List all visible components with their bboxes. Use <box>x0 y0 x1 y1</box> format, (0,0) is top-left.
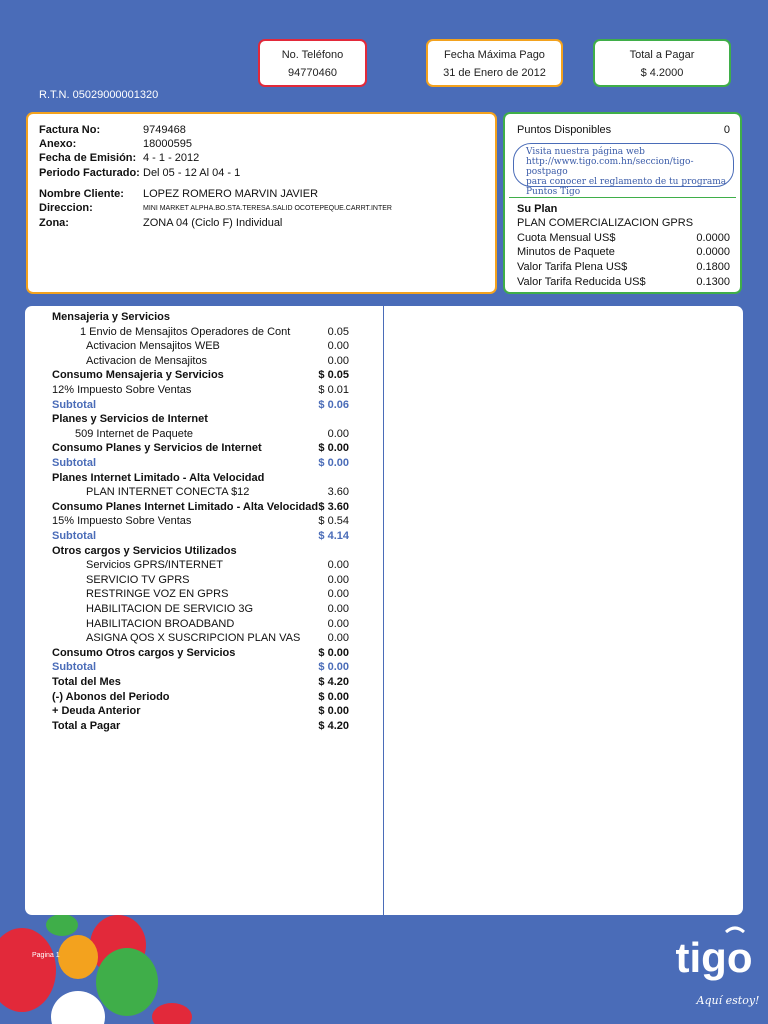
charge-label: Subtotal <box>52 398 96 411</box>
charge-amount: $ 4.20 <box>318 719 349 732</box>
plan-row-value: 0.0000 <box>696 232 730 244</box>
charge-label: Consumo Planes Internet Limitado - Alta Velocidad <box>52 500 319 513</box>
charge-label: (-) Abonos del Periodo <box>52 690 170 703</box>
charge-line <box>25 720 355 734</box>
cliente-value: LOPEZ ROMERO MARVIN JAVIER <box>143 188 319 200</box>
charge-label: 12% Impuesto Sobre Ventas <box>52 384 192 396</box>
charge-amount: $ 0.00 <box>318 457 349 469</box>
green-blob <box>46 915 78 936</box>
charge-label: Activacion de Mensajitos <box>86 354 208 367</box>
charge-label: Total del Mes <box>52 676 121 688</box>
charge-amount: $ 4.14 <box>318 530 349 542</box>
charge-label: 1 Envio de Mensajitos Operadores de Cont <box>80 325 291 338</box>
emision-value: 4 - 1 - 2012 <box>143 152 200 164</box>
green-blob <box>96 948 158 1016</box>
charge-line <box>25 311 355 325</box>
charge-line <box>25 442 355 456</box>
charge-amount: $ 0.00 <box>318 705 349 718</box>
charge-amount: 0.00 <box>327 588 349 601</box>
plan-row-value: 0.1800 <box>696 261 730 273</box>
charge-amount: 0.00 <box>327 559 349 572</box>
charge-line <box>25 574 355 588</box>
charge-amount: $ 0.01 <box>318 384 349 396</box>
charge-label: Servicios GPRS/INTERNET <box>86 559 223 572</box>
charge-line <box>25 603 355 617</box>
orange-blob <box>58 935 98 979</box>
due-date-box <box>426 39 563 87</box>
emision-label: Fecha de Emisión: <box>39 152 137 164</box>
charge-line <box>25 457 355 471</box>
factura-value: 9749468 <box>143 124 186 136</box>
charge-line <box>25 705 355 719</box>
charge-label: Consumo Otros cargos y Servicios <box>52 646 236 659</box>
charge-label: Subtotal <box>52 457 96 469</box>
anexo-label: Anexo: <box>39 138 77 150</box>
charge-line <box>25 340 355 354</box>
phone-label: No. Teléfono <box>281 49 344 61</box>
charge-line <box>25 326 355 340</box>
charge-line <box>25 559 355 573</box>
charge-label: Consumo Planes y Servicios de Internet <box>52 442 262 455</box>
tigo-logo <box>666 922 762 1012</box>
charge-amount: $ 0.05 <box>318 369 349 382</box>
charge-line <box>25 413 355 427</box>
white-blob <box>51 991 105 1024</box>
plan-row-label: Cuota Mensual US$ <box>517 232 616 244</box>
plan-divider <box>509 197 736 198</box>
charge-amount: 0.00 <box>327 427 349 440</box>
charge-label: + Deuda Anterior <box>52 705 141 718</box>
charges-detail-panel <box>25 306 743 915</box>
charge-label: HABILITACION BROADBAND <box>86 617 235 630</box>
charge-label: Planes Internet Limitado - Alta Velocidad <box>52 471 265 484</box>
plan-row-label: Valor Tarifa Plena US$ <box>517 261 628 273</box>
due-date-label: Fecha Máxima Pago <box>444 49 545 61</box>
charge-amount: $ 0.00 <box>318 661 349 674</box>
charge-amount: $ 0.06 <box>318 398 349 411</box>
charge-amount: 0.00 <box>327 354 349 367</box>
charge-amount: 0.00 <box>327 340 349 353</box>
charge-amount: 0.00 <box>327 573 349 586</box>
bubble-line: Puntos Tigo <box>526 187 581 197</box>
charge-label: Subtotal <box>52 530 96 542</box>
logo-arc <box>726 928 744 932</box>
plan-row <box>517 246 730 260</box>
charge-line <box>25 515 355 529</box>
plan-info-box <box>503 112 742 294</box>
bubble-line: para conocer el reglamento de tu programa <box>526 177 727 187</box>
phone-number-box <box>258 39 367 87</box>
charge-amount: 0.00 <box>327 603 349 615</box>
charge-line <box>25 486 355 500</box>
phone-value: 94770460 <box>288 67 337 79</box>
charge-amount: $ 3.60 <box>318 500 349 513</box>
logo-slogan: Aquí estoy! <box>696 994 760 1007</box>
direccion-label: Direccion: <box>39 202 93 214</box>
charge-line <box>25 632 355 646</box>
charge-label: Planes y Servicios de Internet <box>52 413 208 426</box>
plan-row-value: 0.0000 <box>696 246 730 258</box>
charge-line <box>25 384 355 398</box>
charge-line <box>25 530 355 544</box>
direccion-value: MINI MARKET ALPHA.BO.STA.TERESA.SALID OCOTEPEQUE.CARRT.INTER <box>143 205 392 212</box>
charge-line <box>25 691 355 705</box>
points-value: 0 <box>723 124 730 136</box>
plan-name <box>517 217 730 231</box>
red-blob <box>152 1003 192 1024</box>
charge-line <box>25 355 355 369</box>
decorative-blobs <box>0 915 200 1024</box>
charge-line <box>25 588 355 602</box>
factura-label: Factura No: <box>39 124 101 136</box>
charge-line <box>25 676 355 690</box>
bubble-link[interactable]: http://www.tigo.com.hn/seccion/tigo-postpago <box>526 157 694 177</box>
total-due-value: $ 4.2000 <box>640 67 684 79</box>
charge-label: HABILITACION DE SERVICIO 3G <box>86 603 254 615</box>
charge-amount: 0.05 <box>327 325 349 338</box>
charge-amount: $ 0.00 <box>318 646 349 659</box>
charge-label: Total a Pagar <box>52 719 121 732</box>
zona-value: ZONA 04 (Ciclo F) Individual <box>143 217 283 229</box>
charge-line <box>25 428 355 442</box>
charge-label: 15% Impuesto Sobre Ventas <box>52 515 192 528</box>
charge-label: Activacion Mensajitos WEB <box>86 340 220 353</box>
bubble-line: Visita nuestra página web <box>526 147 645 157</box>
plan-row-label: Minutos de Paquete <box>517 246 615 258</box>
charge-label: RESTRINGE VOZ EN GPRS <box>86 588 229 601</box>
charge-line <box>25 545 355 559</box>
plan-row <box>517 232 730 246</box>
plan-row-value: 0.1300 <box>696 276 730 288</box>
total-due-box <box>593 39 731 87</box>
rtn-number: R.T.N. 05029000001320 <box>39 89 159 101</box>
plan-row <box>517 261 730 275</box>
due-date-value: 31 de Enero de 2012 <box>443 67 546 79</box>
points-label: Puntos Disponibles <box>517 124 612 136</box>
red-blob <box>0 928 56 1012</box>
page-number: Pagina 1 <box>32 952 60 959</box>
charge-line <box>25 661 355 675</box>
charge-amount: $ 0.00 <box>318 442 349 455</box>
charge-label: Consumo Mensajeria y Servicios <box>52 369 224 382</box>
charge-line <box>25 369 355 383</box>
charge-amount: $ 4.20 <box>318 676 349 688</box>
charge-label: SERVICIO TV GPRS <box>86 573 190 586</box>
anexo-value: 18000595 <box>143 138 192 150</box>
cliente-label: Nombre Cliente: <box>39 188 124 200</box>
total-due-label: Total a Pagar <box>629 49 695 61</box>
charge-line <box>25 399 355 413</box>
charge-line <box>25 472 355 486</box>
plan-row <box>517 276 730 290</box>
charge-amount: 3.60 <box>327 486 349 499</box>
plan-title <box>517 203 730 217</box>
zona-label: Zona: <box>39 217 69 229</box>
charge-amount: $ 0.54 <box>318 515 349 528</box>
charge-label: Otros cargos y Servicios Utilizados <box>52 544 237 557</box>
charge-line <box>25 501 355 515</box>
periodo-label: Periodo Facturado: <box>39 167 140 179</box>
charge-label: PLAN INTERNET CONECTA $12 <box>86 486 250 499</box>
charge-amount: 0.00 <box>327 617 349 630</box>
plan-row-label: Valor Tarifa Reducida US$ <box>517 276 646 288</box>
logo-wordmark: tigo <box>675 934 753 981</box>
points-row <box>517 124 730 138</box>
charge-label: 509 Internet de Paquete <box>75 427 194 440</box>
plan-title-text: Su Plan <box>517 203 558 215</box>
charge-label: Subtotal <box>52 661 96 674</box>
column-divider <box>383 306 384 915</box>
charge-label: ASIGNA QOS X SUSCRIPCION PLAN VAS <box>86 632 301 645</box>
charge-line <box>25 618 355 632</box>
charge-amount: $ 0.00 <box>318 690 349 703</box>
charge-amount: 0.00 <box>327 632 349 645</box>
invoice-info-box <box>26 112 497 294</box>
points-website-bubble <box>513 143 734 197</box>
charge-line <box>25 647 355 661</box>
periodo-value: Del 05 - 12 Al 04 - 1 <box>143 167 241 179</box>
plan-name-text: PLAN COMERCIALIZACION GPRS <box>517 217 694 229</box>
charge-label: Mensajeria y Servicios <box>52 311 171 323</box>
